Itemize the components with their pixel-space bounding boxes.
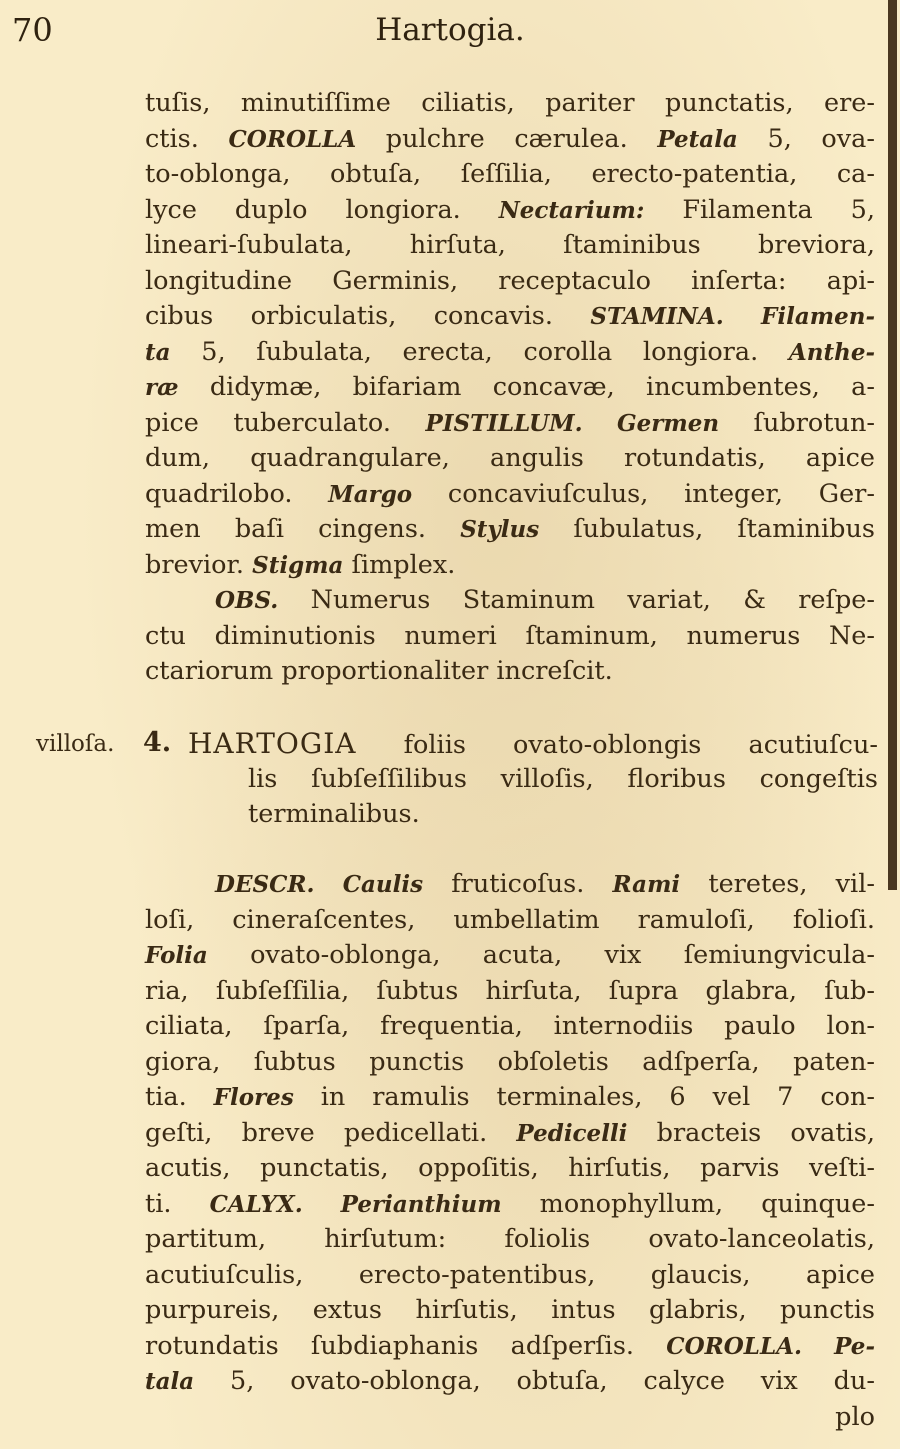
text-line bbox=[145, 335, 875, 371]
text-line bbox=[145, 441, 875, 477]
italic-term: Pedicelli bbox=[516, 1119, 628, 1147]
text-line bbox=[145, 370, 875, 406]
text-run: pice tuberculato. bbox=[145, 407, 426, 438]
text-run: Numerus Staminum variat, & reſpe- bbox=[278, 585, 875, 615]
text-line bbox=[145, 1187, 875, 1223]
text-line bbox=[145, 1116, 875, 1152]
italic-term: Folia bbox=[145, 942, 208, 969]
text-line bbox=[145, 619, 875, 655]
text-run: ſubrotun- bbox=[719, 407, 875, 438]
italic-term: Margo bbox=[328, 480, 413, 508]
text-run: Filamenta 5, bbox=[644, 194, 875, 225]
text-run: 5, ſubulata, erecta, corolla longiora. bbox=[170, 336, 789, 367]
description-continued bbox=[145, 86, 875, 583]
text-run: 5, ovato-oblonga, obtuſa, calyce vix du- bbox=[194, 1366, 875, 1396]
text-run: pulchre cærulea. bbox=[356, 123, 658, 154]
text-line bbox=[145, 548, 875, 584]
text-run: ciliata, ſparſa, frequentia, internodiis paulo lon- bbox=[145, 1011, 875, 1041]
italic-term: Stylus bbox=[460, 516, 540, 543]
species-diagnosis bbox=[188, 726, 878, 833]
text-line bbox=[145, 583, 875, 619]
text-line bbox=[145, 903, 875, 939]
italic-term: tala bbox=[145, 1368, 195, 1395]
text-line bbox=[145, 157, 875, 193]
text-run: in ramulis terminales, 6 vel 7 con- bbox=[293, 1082, 875, 1112]
text-line bbox=[145, 1329, 875, 1365]
text-run: acutiuſculis, erecto-patentibus, glaucis, apice bbox=[145, 1259, 875, 1290]
running-head: Hartogia. bbox=[375, 12, 525, 48]
text-run: purpureis, extus hirſutis, intus glabris, punctis bbox=[145, 1295, 875, 1325]
italic-term: ræ bbox=[145, 374, 179, 401]
text-line bbox=[145, 406, 875, 442]
species-number: 4. bbox=[143, 727, 172, 758]
text-line bbox=[145, 1400, 875, 1436]
italic-term: Stigma bbox=[252, 551, 344, 579]
italic-term: ta bbox=[145, 338, 171, 366]
text-line bbox=[145, 1045, 875, 1081]
text-run: plo bbox=[835, 1401, 875, 1432]
text-run: giora, ſubtus punctis obſoletis adſperſa, paten- bbox=[145, 1046, 875, 1077]
italic-term: PISTILLUM. Germen bbox=[425, 409, 720, 437]
italic-term: Flores bbox=[213, 1084, 294, 1111]
text-run: ti. bbox=[145, 1188, 210, 1219]
diagnosis-text: foliis ovato-oblongis acutiuſcu- bbox=[356, 730, 878, 760]
text-line bbox=[145, 512, 875, 548]
italic-term: Petala bbox=[657, 125, 738, 153]
text-line bbox=[145, 938, 875, 974]
text-run: lyce duplo longiora. bbox=[145, 194, 499, 225]
italic-term: COROLLA. Pe- bbox=[666, 1332, 875, 1360]
italic-term: STAMINA. Filamen- bbox=[590, 303, 876, 330]
text-line bbox=[145, 654, 875, 690]
text-line bbox=[145, 1080, 875, 1116]
italic-term: CALYX. Perianthium bbox=[209, 1190, 502, 1218]
text-run: brevior. bbox=[145, 549, 253, 580]
italic-term: Caulis bbox=[342, 871, 424, 898]
genus-name: HARTOGIA bbox=[188, 727, 357, 760]
description-paragraph bbox=[145, 867, 875, 1435]
text-run: ctis. bbox=[145, 123, 229, 154]
text-run: acutis, punctatis, oppoſitis, hirſutis, parvis veſti- bbox=[145, 1153, 875, 1183]
text-run: lineari-ſubulata, hirſuta, ſtaminibus breviora, bbox=[145, 230, 875, 260]
text-line bbox=[145, 122, 875, 158]
text-run: ſimplex. bbox=[343, 549, 456, 580]
diagnosis-line bbox=[188, 726, 878, 762]
text-run: didymæ, bifariam concavæ, incumbentes, a- bbox=[178, 372, 875, 402]
text-run: ctariorum proportionaliter increſcit. bbox=[145, 656, 613, 686]
text-line bbox=[145, 477, 875, 513]
diagnosis-line: lis ſubſeſſilibus villoſis, floribus congeſtis bbox=[248, 763, 878, 794]
text-line bbox=[145, 974, 875, 1010]
text-run: ctu diminutionis numeri ſtaminum, numerus Ne- bbox=[145, 620, 875, 651]
text-run: cibus orbiculatis, concavis. bbox=[145, 301, 591, 331]
text-run: rotundatis ſubdiaphanis adſperſis. bbox=[145, 1330, 667, 1361]
text-run: bracteis ovatis, bbox=[627, 1117, 875, 1148]
text-line bbox=[145, 1009, 875, 1045]
text-line bbox=[145, 1258, 875, 1294]
text-run: dum, quadrangulare, angulis rotundatis, apice bbox=[145, 443, 875, 473]
italic-term: Rami bbox=[612, 871, 681, 898]
text-line bbox=[145, 1293, 875, 1329]
text-line bbox=[145, 867, 875, 903]
text-line bbox=[145, 1364, 875, 1400]
text-run: monophyllum, quinque- bbox=[501, 1188, 875, 1219]
text-line bbox=[145, 264, 875, 300]
text-run: ſubulatus, ſtaminibus bbox=[539, 514, 875, 544]
italic-term: COROLLA bbox=[228, 125, 357, 153]
text-run: tia. bbox=[145, 1082, 214, 1112]
italic-term: Anthe- bbox=[788, 338, 875, 366]
page-number: 70 bbox=[12, 11, 53, 49]
text-run: ovato-oblonga, acuta, vix ſemiungvicula- bbox=[207, 940, 875, 970]
text-run: longitudine Germinis, receptaculo inſerta: api- bbox=[145, 265, 875, 296]
observation-paragraph bbox=[145, 583, 875, 690]
italic-term: DESCR. bbox=[215, 871, 315, 898]
text-run: quadrilobo. bbox=[145, 478, 329, 509]
diagnosis-line: terminalibus. bbox=[248, 799, 420, 829]
text-run: men baſi cingens. bbox=[145, 514, 461, 544]
text-run: teretes, vil- bbox=[680, 869, 875, 899]
italic-term: Nectarium: bbox=[498, 196, 645, 224]
text-run: partitum, hirſutum: foliolis ovato-lanceolatis, bbox=[145, 1224, 875, 1254]
text-run: to-oblonga, obtuſa, ſeſſilia, erecto-patentia, ca- bbox=[145, 159, 875, 189]
text-run: concaviuſculus, integer, Ger- bbox=[412, 478, 875, 509]
text-run: tuſis, minutiſſime ciliatis, pariter punctatis, ere- bbox=[145, 88, 875, 118]
text-run: ria, ſubſeſſilia, ſubtus hirſuta, ſupra glabra, ſub- bbox=[145, 975, 875, 1006]
page-edge-shadow bbox=[888, 0, 897, 890]
text-line bbox=[145, 1222, 875, 1258]
species-margin-name: villoſa. bbox=[36, 731, 115, 757]
text-run: geſti, breve pedicellati. bbox=[145, 1117, 517, 1148]
text-line bbox=[145, 228, 875, 264]
italic-term: OBS. bbox=[215, 587, 279, 614]
text-line bbox=[145, 86, 875, 122]
text-line bbox=[145, 1151, 875, 1187]
text-run: loſi, cineraſcentes, umbellatim ramuloſi, folioſi. bbox=[145, 904, 875, 935]
text-line bbox=[145, 299, 875, 335]
text-run: 5, ova- bbox=[737, 123, 875, 154]
text-run bbox=[315, 869, 343, 899]
text-run: fruticoſus. bbox=[423, 869, 613, 899]
text-line bbox=[145, 193, 875, 229]
